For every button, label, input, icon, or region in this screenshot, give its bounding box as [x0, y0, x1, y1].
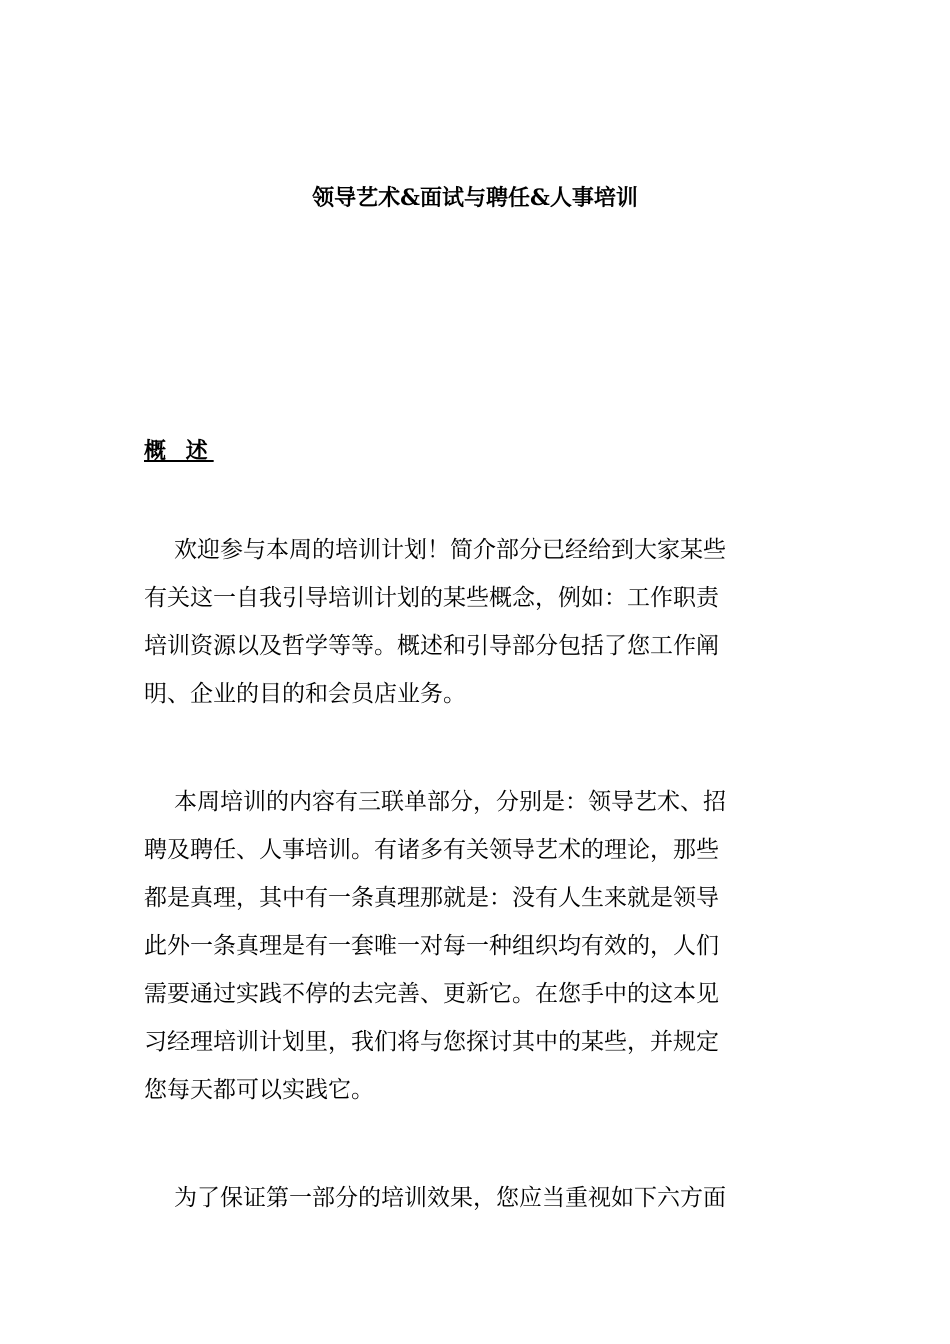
- paragraph-line: 培训资源以及哲学等等。概述和引导部分包括了您工作阐: [144, 633, 719, 659]
- section-heading-overview: 概 述: [144, 438, 214, 464]
- paragraph-line: 明、企业的目的和会员店业务。: [144, 681, 466, 707]
- paragraph-line: 都是真理，其中有一条真理那就是：没有人生来就是领导: [144, 885, 719, 911]
- paragraph-line: 您每天都可以实践它。: [144, 1077, 374, 1103]
- document-title: 领导艺术&面试与聘任&人事培训: [312, 185, 638, 211]
- paragraph-line: 聘及聘任、人事培训。有诸多有关领导艺术的理论，那些: [144, 837, 719, 863]
- paragraph-line: 欢迎参与本周的培训计划！简介部分已经给到大家某些: [174, 537, 726, 563]
- paragraph-line: 需要通过实践不停的去完善、更新它。在您手中的这本见: [144, 981, 719, 1007]
- paragraph-line: 习经理培训计划里，我们将与您探讨其中的某些，并规定: [144, 1029, 719, 1055]
- paragraph-line: 此外一条真理是有一套唯一对每一种组织均有效的，人们: [144, 933, 719, 959]
- paragraph-six-aspects: [144, 1174, 806, 1222]
- paragraph-weekly-content: [144, 778, 806, 1114]
- paragraph-welcome: [144, 526, 806, 718]
- paragraph-line: 为了保证第一部分的培训效果，您应当重视如下六方面: [174, 1185, 726, 1211]
- paragraph-line: 有关这一自我引导培训计划的某些概念，例如：工作职责: [144, 585, 719, 611]
- paragraph-line: 本周培训的内容有三联单部分，分别是：领导艺术、招: [174, 789, 726, 815]
